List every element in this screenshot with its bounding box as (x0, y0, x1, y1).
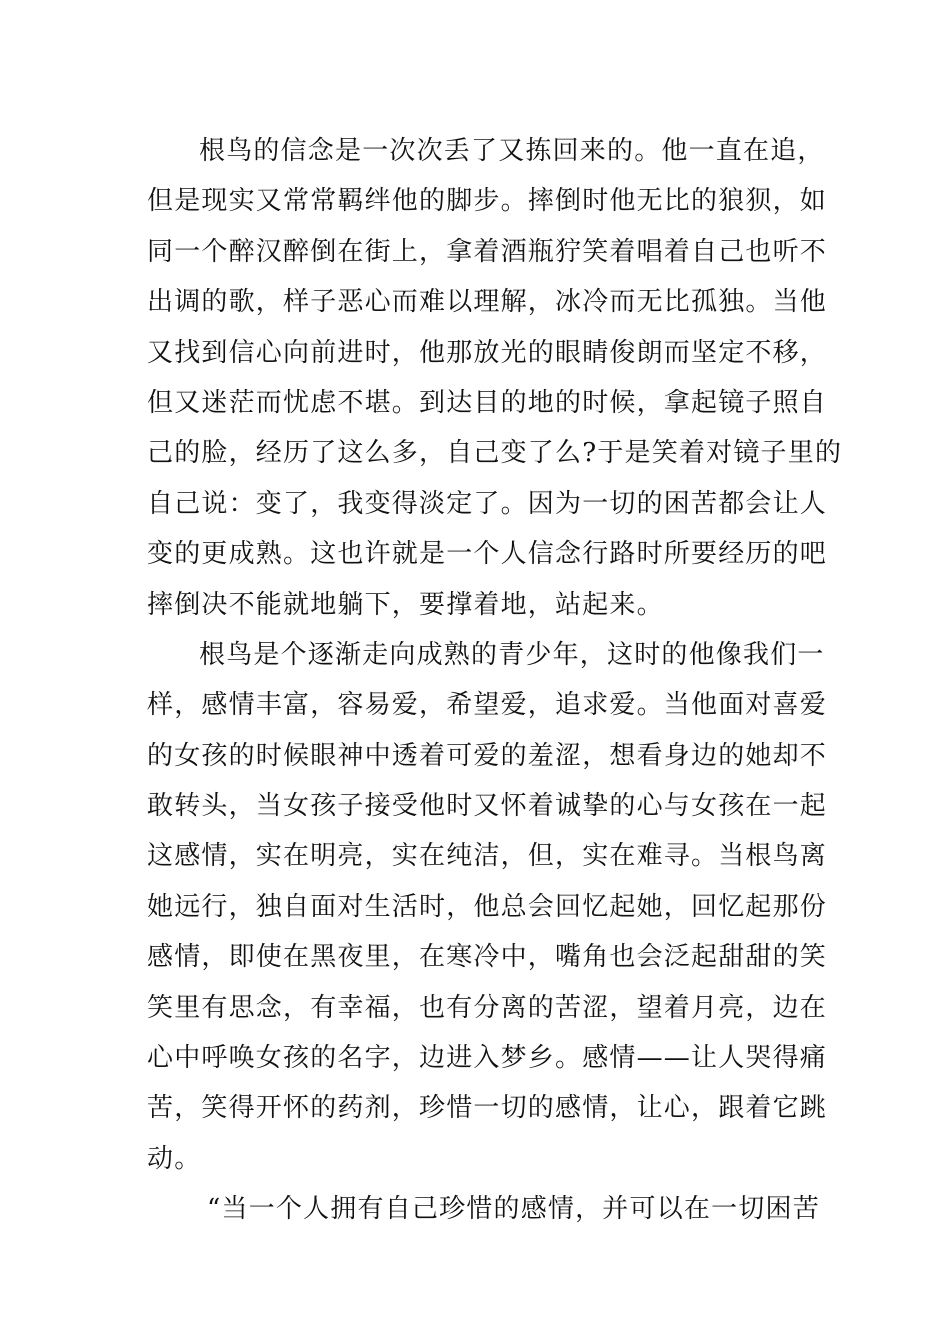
text-line: 己的脸，经历了这么多，自己变了么?于是笑着对镜子里的 (147, 438, 843, 469)
text-line: 自己说：变了，我变得淡定了。因为一切的困苦都会让人 (147, 488, 828, 519)
text-line: 又找到信心向前进时，他那放光的眼睛俊朗而坚定不移， (147, 337, 828, 368)
body-text (147, 126, 843, 1235)
text-line: 感情，即使在黑夜里，在寒冷中，嘴角也会泛起甜甜的笑 (147, 942, 828, 973)
text-line: 样，感情丰富，容易爱，希望爱，追求爱。当他面对喜爱 (147, 690, 828, 721)
text-line: 同一个醉汉醉倒在街上，拿着酒瓶狞笑着唱着自己也听不 (147, 236, 828, 267)
text-line: 的女孩的时候眼神中透着可爱的羞涩，想看身边的她却不 (147, 740, 828, 771)
paragraph-3 (147, 1184, 820, 1234)
paragraph-1 (147, 126, 843, 630)
text-line: 苦，笑得开怀的药剂，珍惜一切的感情，让心，跟着它跳 (147, 1093, 828, 1124)
text-line: 动。 (147, 1143, 202, 1174)
text-line: 笑里有思念，有幸福，也有分离的苦涩，望着月亮，边在 (147, 992, 828, 1023)
text-line: 根鸟的信念是一次次丢了又拣回来的。他一直在追， (199, 136, 825, 166)
text-line: 变的更成熟。这也许就是一个人信念行路时所要经历的吧 (147, 539, 828, 570)
text-line: 这感情，实在明亮，实在纯洁，但，实在难寻。当根鸟离 (147, 841, 828, 872)
text-line: 她远行，独自面对生活时，他总会回忆起她，回忆起那份 (147, 891, 828, 922)
text-line: 但是现实又常常羁绊他的脚步。摔倒时他无比的狼狈，如 (147, 186, 828, 217)
text-line: 摔倒决不能就地躺下，要撑着地，站起来。 (147, 589, 664, 620)
text-line: 但又迷茫而忧虑不堪。到达目的地的时候，拿起镜子照自 (147, 387, 828, 418)
text-line: 出调的歌，样子恶心而难以理解，冰冷而无比孤独。当他 (147, 287, 828, 318)
text-line: “当一个人拥有自己珍惜的感情，并可以在一切困苦 (207, 1194, 820, 1225)
text-line: 根鸟是个逐渐走向成熟的青少年，这时的他像我们一 (199, 639, 825, 670)
text-line: 敢转头，当女孩子接受他时又怀着诚挚的心与女孩在一起 (147, 791, 828, 822)
paragraph-2 (147, 630, 828, 1184)
text-line: 心中呼唤女孩的名字，边进入梦乡。感情——让人哭得痛 (147, 1043, 828, 1074)
